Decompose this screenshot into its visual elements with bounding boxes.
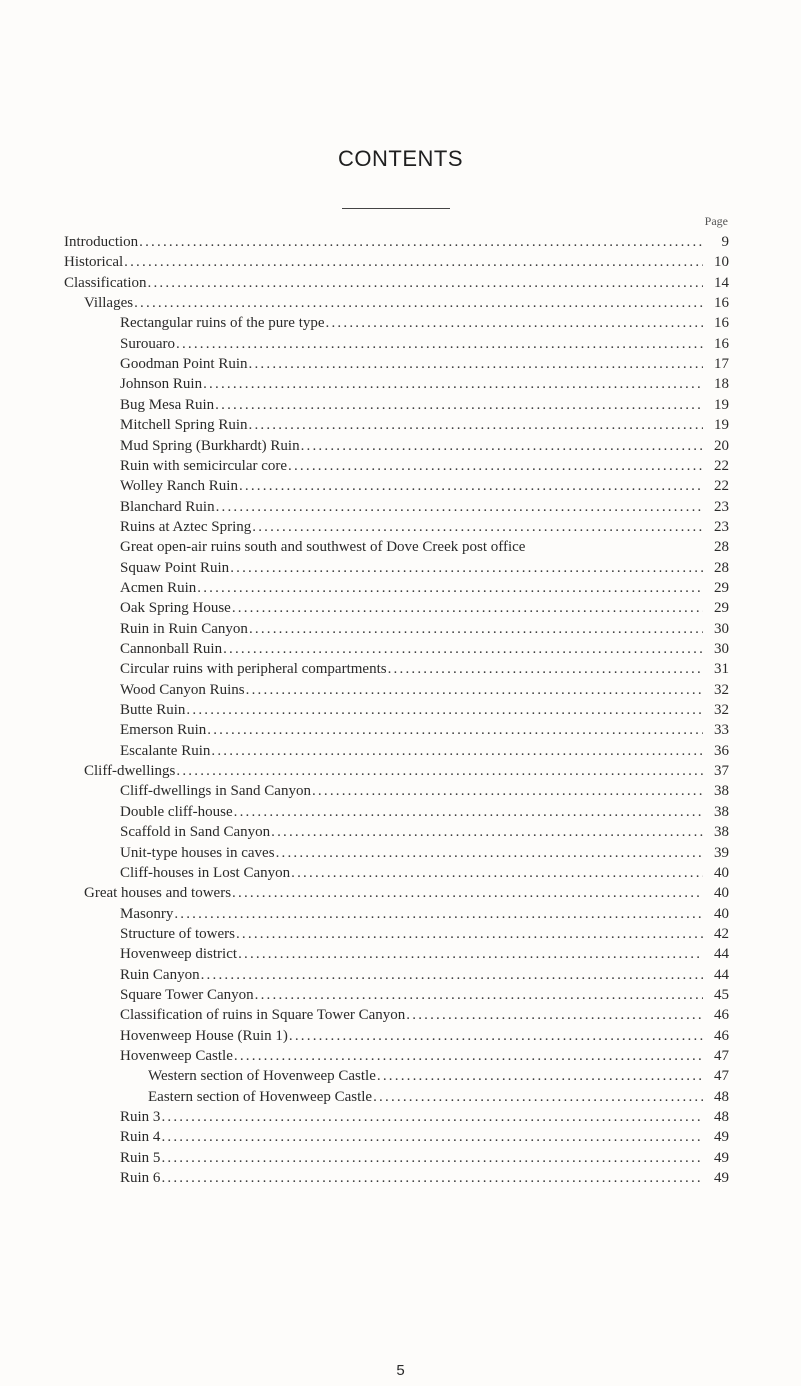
dot-leader: [312, 781, 703, 801]
page-number: 5: [396, 1362, 405, 1379]
toc-entry-page: 37: [714, 763, 729, 780]
toc-entry-page: 40: [714, 905, 729, 922]
toc-entry-title: Structure of towers: [120, 925, 235, 942]
toc-entry-page: 16: [714, 315, 729, 332]
toc-entry-page: 29: [714, 600, 729, 617]
toc-entry-page: 39: [714, 844, 729, 861]
toc-entry-page: 44: [714, 966, 729, 983]
toc-entry-title: Cliff-dwellings in Sand Canyon: [120, 783, 311, 800]
toc-entry: [148, 1087, 729, 1107]
toc-entry-page: 38: [714, 824, 729, 841]
toc-entry-title: Hovenweep district: [120, 946, 238, 963]
toc-entry: [120, 802, 729, 822]
toc-entry-page: 32: [714, 681, 729, 698]
toc-entry: [120, 700, 729, 720]
toc-entry-page: 44: [714, 946, 729, 963]
dot-leader: [249, 415, 704, 435]
toc-entry-page: 17: [714, 356, 729, 373]
dot-leader: [236, 924, 703, 944]
toc-entry-title: Escalante Ruin: [120, 742, 211, 759]
toc-entry-title: Ruin 4: [120, 1129, 161, 1146]
toc-entry-title: Oak Spring House: [120, 600, 231, 617]
dot-leader: [288, 456, 703, 476]
dot-leader: [176, 334, 703, 354]
toc-entry-page: 32: [714, 702, 729, 719]
toc-entry: [148, 1066, 729, 1086]
dot-leader: [252, 517, 703, 537]
dot-leader: [238, 944, 703, 964]
toc-entry-title: Ruin 3: [120, 1109, 161, 1126]
toc-entry: [120, 1046, 729, 1066]
toc-entry-page: 23: [714, 498, 729, 515]
toc-entry: [120, 1127, 729, 1147]
toc-entry: [120, 334, 729, 354]
dot-leader: [148, 273, 704, 293]
toc-entry: [120, 598, 729, 618]
toc-entry-title: Cliff-dwellings: [84, 763, 176, 780]
toc-entry: [120, 374, 729, 394]
toc-entry-title: Ruin Canyon: [120, 966, 200, 983]
toc-entry-page: 38: [714, 803, 729, 820]
toc-entry: [64, 252, 729, 272]
toc-entry: [120, 313, 729, 333]
dot-leader: [230, 558, 703, 578]
toc-entry-title: Classification: [64, 274, 147, 291]
toc-entry: [120, 741, 729, 761]
toc-entry-page: 40: [714, 864, 729, 881]
dot-leader: [326, 313, 703, 333]
toc-entry-page: 30: [714, 641, 729, 657]
toc-entry-title: Goodman Point Ruin: [120, 356, 248, 373]
toc-entry-title: Mitchell Spring Ruin: [120, 417, 248, 434]
toc-entry-title: Western section of Hovenweep Castle: [148, 1068, 376, 1085]
toc-entry: [120, 639, 729, 659]
toc-entry-page: 33: [714, 722, 729, 739]
toc-entry-title: Mud Spring (Burkhardt) Ruin: [120, 437, 300, 454]
toc-entry-title: Ruins at Aztec Spring: [120, 518, 252, 535]
toc-entry-page: 19: [714, 396, 729, 413]
dot-leader: [161, 1168, 703, 1188]
dot-leader: [234, 802, 703, 822]
toc-entry-title: Wood Canyon Ruins: [120, 681, 245, 698]
dot-leader: [246, 680, 703, 700]
toc-entry-title: Masonry: [120, 905, 174, 922]
dot-leader: [289, 1026, 703, 1046]
toc-entry-page: 47: [714, 1068, 729, 1085]
toc-entry: [120, 395, 729, 415]
toc-entry-page: 10: [714, 254, 729, 271]
toc-entry: [120, 680, 729, 700]
dot-leader: [207, 720, 703, 740]
toc-entry-title: Unit-type houses in caves: [120, 844, 275, 861]
toc-entry: [120, 1148, 729, 1168]
toc-entry: [120, 558, 729, 578]
toc-entry-title: Blanchard Ruin: [120, 498, 215, 515]
toc-entry-title: Butte Ruin: [120, 702, 186, 719]
toc-entry-page: 22: [714, 457, 729, 474]
page-column-label: Page: [704, 214, 728, 228]
dot-leader: [234, 1046, 703, 1066]
dot-leader: [211, 741, 703, 761]
toc-entry-title: Johnson Ruin: [120, 376, 203, 393]
dot-leader: [291, 863, 703, 883]
toc-entry: [120, 578, 729, 598]
toc-entry: [120, 720, 729, 740]
toc-entry-title: Surouaro: [120, 335, 175, 352]
toc-entry: [120, 1026, 729, 1046]
toc-entry-title: Cannonball Ruin: [120, 641, 223, 657]
toc-entry-title: Square Tower Canyon: [120, 986, 254, 1003]
toc-entry-title: Cliff-houses in Lost Canyon: [120, 864, 291, 881]
dot-leader: [174, 904, 703, 924]
toc-entry-page: 46: [714, 1027, 729, 1044]
toc-entry: [120, 415, 729, 435]
toc-entry-page: 29: [714, 579, 729, 596]
toc-entry-page: 49: [714, 1170, 729, 1187]
toc-entry-title: Bug Mesa Ruin: [120, 396, 215, 413]
toc-entry-page: 47: [714, 1048, 729, 1064]
toc-entry: [64, 273, 729, 293]
toc-entry-page: 16: [714, 335, 729, 352]
toc-entry-title: Historical: [64, 254, 124, 271]
toc-entry-page: 48: [714, 1109, 729, 1126]
toc-entry: [120, 436, 729, 456]
toc-entry-page: 9: [721, 234, 729, 250]
toc-entry-title: Wolley Ranch Ruin: [120, 478, 238, 495]
toc-entry: [120, 944, 729, 964]
toc-entry: [120, 843, 729, 863]
dot-leader: [139, 232, 703, 252]
toc-entry-title: Introduction: [64, 234, 139, 250]
toc-entry-page: 22: [714, 478, 729, 495]
toc-entry-title: Hovenweep House (Ruin 1): [120, 1027, 288, 1044]
toc-entry-page: 46: [714, 1007, 729, 1024]
title-rule: [342, 208, 450, 209]
toc-entry-page: 30: [714, 620, 729, 637]
toc-entry-title: Circular ruins with peripheral compartments: [120, 661, 387, 678]
toc-entry-page: 28: [714, 539, 729, 556]
dot-leader: [406, 1005, 703, 1025]
toc-entry-page: 40: [714, 885, 729, 902]
dot-leader: [216, 497, 703, 517]
toc-entry: [120, 822, 729, 842]
toc-entry-page: 18: [714, 376, 729, 393]
toc-entry-page: 28: [714, 559, 729, 576]
dot-leader: [134, 293, 703, 313]
toc-entry-title: Great houses and towers: [84, 885, 232, 902]
toc-entry-title: Acmen Ruin: [120, 579, 197, 596]
toc-entry: [120, 659, 729, 679]
toc-entry-page: 23: [714, 518, 729, 535]
toc-entry-title: Ruin 6: [120, 1170, 161, 1187]
toc-entry: [120, 1168, 729, 1188]
toc-entry-page: 19: [714, 417, 729, 434]
dot-leader: [161, 1127, 703, 1147]
toc-entry: [120, 863, 729, 883]
toc-entry: [120, 985, 729, 1005]
dot-leader: [276, 843, 703, 863]
dot-leader: [232, 883, 703, 903]
toc-entry: [120, 537, 729, 557]
dot-leader: [203, 374, 703, 394]
dot-leader: [124, 252, 703, 272]
dot-leader: [249, 354, 703, 374]
dot-leader: [201, 965, 703, 985]
dot-leader: [161, 1148, 703, 1168]
toc-entry-title: Hovenweep Castle: [120, 1048, 233, 1064]
toc-entry-page: 49: [714, 1149, 729, 1166]
toc-entry-title: Classification of ruins in Square Tower Canyon: [120, 1007, 406, 1024]
dot-leader: [239, 476, 703, 496]
toc-entry-title: Scaffold in Sand Canyon: [120, 824, 271, 841]
toc-entry-title: Emerson Ruin: [120, 722, 207, 739]
toc-entry: [84, 761, 729, 781]
toc-entry-page: 45: [714, 986, 729, 1003]
dot-leader: [197, 578, 703, 598]
dot-leader: [255, 985, 703, 1005]
toc-entry-title: Double cliff-house: [120, 803, 233, 820]
toc-entry: [64, 232, 729, 252]
dot-leader: [377, 1066, 703, 1086]
dot-leader: [223, 639, 703, 659]
toc-entry: [84, 293, 729, 313]
toc-entry-title: Villages: [84, 295, 134, 312]
toc-entry-title: Squaw Point Ruin: [120, 559, 230, 576]
toc-entry: [120, 924, 729, 944]
toc-entry-title: Ruin with semicircular core: [120, 457, 288, 474]
toc-entry-page: 42: [714, 925, 729, 942]
toc-entry-page: 49: [714, 1129, 729, 1146]
dot-leader: [161, 1107, 703, 1127]
dot-leader: [186, 700, 703, 720]
toc-entry-page: 14: [714, 274, 729, 291]
toc-entry: [120, 781, 729, 801]
toc-entry: [120, 497, 729, 517]
toc-entry-title: Great open-air ruins south and southwest of Dove Creek post office: [120, 539, 526, 556]
toc-entry: [84, 883, 729, 903]
dot-leader: [301, 436, 703, 456]
toc-entry-page: 31: [714, 661, 729, 678]
toc-entry: [120, 456, 729, 476]
toc-entry: [120, 517, 729, 537]
toc-entry-page: 36: [714, 742, 729, 759]
dot-leader: [232, 598, 703, 618]
toc-entry-page: 38: [714, 783, 729, 800]
toc-entry: [120, 1005, 729, 1025]
toc-entry-page: 48: [714, 1088, 729, 1105]
toc-entry: [120, 619, 729, 639]
dot-leader: [373, 1087, 703, 1107]
toc-entry: [120, 965, 729, 985]
toc-entry: [120, 1107, 729, 1127]
dot-leader: [176, 761, 703, 781]
page-title: CONTENTS: [338, 146, 463, 171]
toc-entry-title: Ruin 5: [120, 1149, 161, 1166]
toc-entry: [120, 476, 729, 496]
toc-entry-page: 20: [714, 437, 729, 454]
dot-leader: [388, 659, 703, 679]
toc-entry: [120, 904, 729, 924]
toc-entry: [120, 354, 729, 374]
toc-entry-title: Eastern section of Hovenweep Castle: [148, 1088, 373, 1105]
toc-entry-page: 16: [714, 295, 729, 312]
dot-leader: [271, 822, 703, 842]
dot-leader: [215, 395, 703, 415]
dot-leader: [249, 619, 703, 639]
toc-entry-title: Ruin in Ruin Canyon: [120, 620, 248, 637]
toc-entry-title: Rectangular ruins of the pure type: [120, 315, 325, 332]
